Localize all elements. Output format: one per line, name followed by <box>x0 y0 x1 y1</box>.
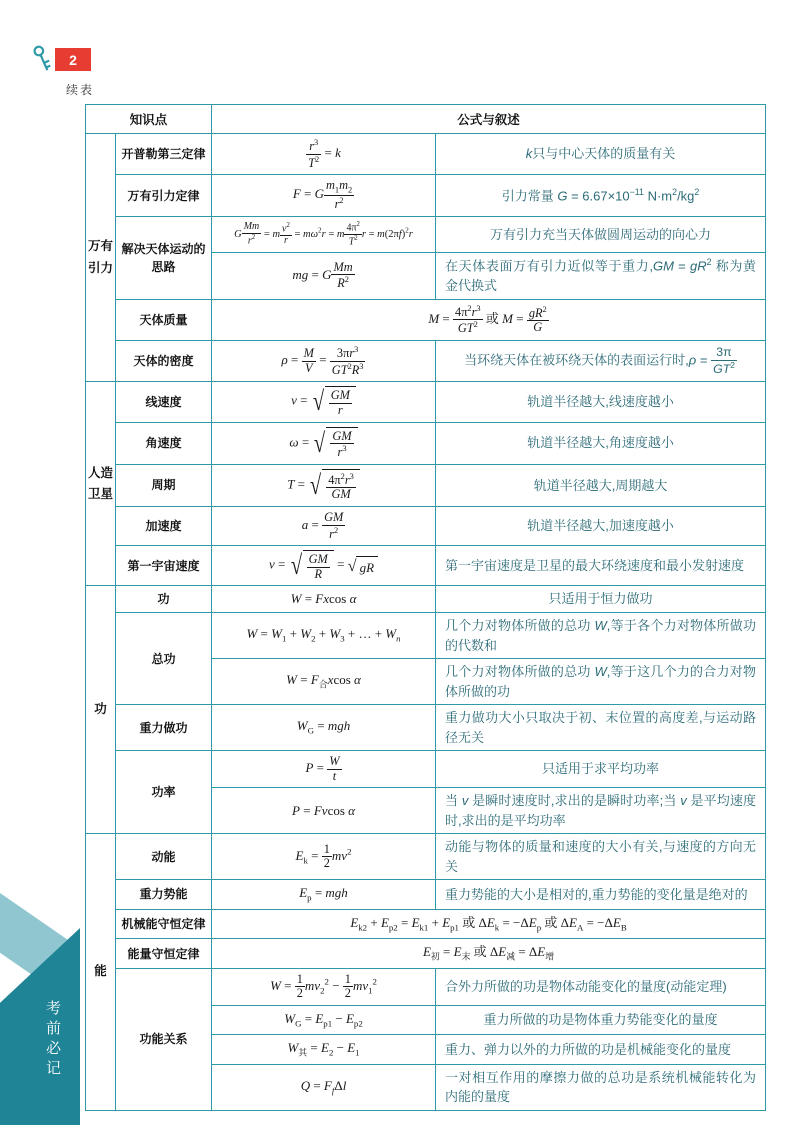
page-number-badge: 2 <box>55 48 91 71</box>
table-row <box>86 939 766 969</box>
formula: v = √ $\frac{GM}{r}$ <box>212 382 436 422</box>
formula: $Q = F_f\Delta l$ <box>212 1064 436 1110</box>
description: 当环绕天体在被环绕天体的表面运行时,ρ = $\frac{3\pi}{GT^2}$ <box>436 340 766 381</box>
description: 合外力所做的功是物体动能变化的量度(动能定理) <box>436 968 766 1005</box>
key-icon <box>30 42 58 80</box>
knowledge-point: 重力做功 <box>116 705 212 751</box>
description: 几个力对物体所做的总功 W,等于各个力对物体所做功的代数和 <box>436 613 766 659</box>
table-row <box>86 464 766 506</box>
formula: $\frac{r^3}{T^2}$ = k <box>212 134 436 175</box>
formula: P = $\frac{W}{t}$ <box>212 751 436 788</box>
formula: mg = G $\frac{Mm}{R^2}$ <box>212 253 436 299</box>
table-row <box>86 299 766 340</box>
description: 重力势能的大小是相对的,重力势能的变化量是绝对的 <box>436 880 766 910</box>
table-row <box>86 134 766 175</box>
formula: $E_初 = E_末$ 或 $\Delta E_减 = \Delta E_增$ <box>212 939 766 969</box>
knowledge-point: 动能 <box>116 834 212 880</box>
description: 当 v 是瞬时速度时,求出的是瞬时功率;当 v 是平均速度时,求出的是平均功率 <box>436 788 766 834</box>
description: 第一宇宙速度是卫星的最大环绕速度和最小发射速度 <box>436 546 766 586</box>
knowledge-point: 加速度 <box>116 507 212 546</box>
table-row <box>86 216 766 253</box>
description: 轨道半径越大,角速度越小 <box>436 422 766 464</box>
formula: T = √ $\frac{4\pi^2r^3}{GM}$ <box>212 464 436 506</box>
group-label-energy: 能 <box>86 834 116 1111</box>
description: 引力常量 $G = 6.67\times 10^{-11}$ $N\cdot m^2/kg^2$ <box>436 175 766 216</box>
description: 重力做功大小只取决于初、末位置的高度差,与运动路径无关 <box>436 705 766 751</box>
formula-reference-table <box>85 104 766 1111</box>
knowledge-point: 万有引力定律 <box>116 175 212 216</box>
table-row <box>86 968 766 1005</box>
table-row <box>86 834 766 880</box>
description: 重力、弹力以外的力所做的功是机械能变化的量度 <box>436 1035 766 1065</box>
knowledge-point: 线速度 <box>116 382 212 422</box>
formula: $W_G = E_{p1} - E_{p2}$ <box>212 1005 436 1035</box>
description: 轨道半径越大,加速度越小 <box>436 507 766 546</box>
group-label-satellite: 人造卫星 <box>86 382 116 586</box>
knowledge-point: 机械能守恒定律 <box>116 909 212 939</box>
formula: $E_p$ = mgh <box>212 880 436 910</box>
table-row <box>86 382 766 422</box>
formula: G $\frac{Mm}{r^2}$ = m $\frac{v^2}{r}$ = $m\omega^2r = m$ $\frac{4\pi^2}{T^2}$ $r = m(2\pi f)^2r$ <box>212 216 436 253</box>
formula: ρ = $\frac{M}{V}$ = $\frac{3\pi r^3}{GT^2R^3}$ <box>212 340 436 381</box>
description: 万有引力充当天体做圆周运动的向心力 <box>436 216 766 253</box>
knowledge-point: 天体质量 <box>116 299 212 340</box>
description: 只适用于恒力做功 <box>436 586 766 613</box>
knowledge-point: 能量守恒定律 <box>116 939 212 969</box>
knowledge-point: 重力势能 <box>116 880 212 910</box>
table-row <box>86 909 766 939</box>
formula: $W_其 = E_2 - E_1$ <box>212 1035 436 1065</box>
table-row <box>86 751 766 788</box>
description: 动能与物体的质量和速度的大小有关,与速度的方向无关 <box>436 834 766 880</box>
knowledge-point: 功 <box>116 586 212 613</box>
continued-table-label: 续表 <box>66 83 95 97</box>
formula: M = $\frac{4\pi^2r^3}{GT^2}$ 或 M = $\frac{gR^2}{G}$ <box>212 299 766 340</box>
knowledge-point: 天体的密度 <box>116 340 212 381</box>
table-row <box>86 613 766 659</box>
knowledge-point: 角速度 <box>116 422 212 464</box>
formula: a = $\frac{GM}{r^2}$ <box>212 507 436 546</box>
knowledge-point: 总功 <box>116 613 212 705</box>
table-row <box>86 422 766 464</box>
formula: v = √ $\frac{GM}{R}$ = √ gR <box>212 546 436 586</box>
description: 重力所做的功是物体重力势能变化的量度 <box>436 1005 766 1035</box>
group-label-gravitation: 万有引力 <box>86 134 116 382</box>
knowledge-point: 周期 <box>116 464 212 506</box>
table-row <box>86 586 766 613</box>
knowledge-point: 开普勒第三定律 <box>116 134 212 175</box>
formula: $E_{k2} + E_{p2} = E_{k1} + E_{p1}$ 或 $\Delta E_k = -\Delta E_p$ 或 $\Delta E_A = -\Delta E_B$ <box>212 909 766 939</box>
formula: W = $\frac{1}{2}$ $mv_2^2$ − $\frac{1}{2}$ $mv_1^2$ <box>212 968 436 1005</box>
description: k只与中心天体的质量有关 <box>436 134 766 175</box>
formula: $W = W_1 + W_2 + W_3$ + … + $W_n$ <box>212 613 436 659</box>
formula: $W = F_合xcos$ α <box>212 659 436 705</box>
description: 几个力对物体所做的总功 W,等于这几个力的合力对物体所做的功 <box>436 659 766 705</box>
knowledge-point: 功率 <box>116 751 212 834</box>
description: 轨道半径越大,线速度越小 <box>436 382 766 422</box>
knowledge-point: 第一宇宙速度 <box>116 546 212 586</box>
table-header-row <box>86 105 766 134</box>
formula: W = Fxcos α <box>212 586 436 613</box>
table-row <box>86 340 766 381</box>
formula: F = G $\frac{m_1m_2}{r^2}$ <box>212 175 436 216</box>
formula: $W_G$ = mgh <box>212 705 436 751</box>
knowledge-point: 功能关系 <box>116 968 212 1110</box>
table-row <box>86 705 766 751</box>
description: 只适用于求平均功率 <box>436 751 766 788</box>
description: 在天体表面万有引力近似等于重力$,GM = gR^2$ 称为黄金代换式 <box>436 253 766 299</box>
header-knowledge-point: 知识点 <box>86 105 212 134</box>
formula: P = Fvcos α <box>212 788 436 834</box>
knowledge-point: 解决天体运动的思路 <box>116 216 212 299</box>
table-row <box>86 507 766 546</box>
group-label-work: 功 <box>86 586 116 834</box>
table-row <box>86 880 766 910</box>
header-formula-description: 公式与叙述 <box>212 105 766 134</box>
formula: ω = √ $\frac{GM}{r^3}$ <box>212 422 436 464</box>
description: 一对相互作用的摩擦力做的总功是系统机械能转化为内能的量度 <box>436 1064 766 1110</box>
formula: $E_k$ = $\frac{1}{2}$ $mv^2$ <box>212 834 436 880</box>
description: 轨道半径越大,周期越大 <box>436 464 766 506</box>
table-row <box>86 546 766 586</box>
sidebar-section-title: 考前必记 <box>44 1000 61 1080</box>
table-row <box>86 175 766 216</box>
